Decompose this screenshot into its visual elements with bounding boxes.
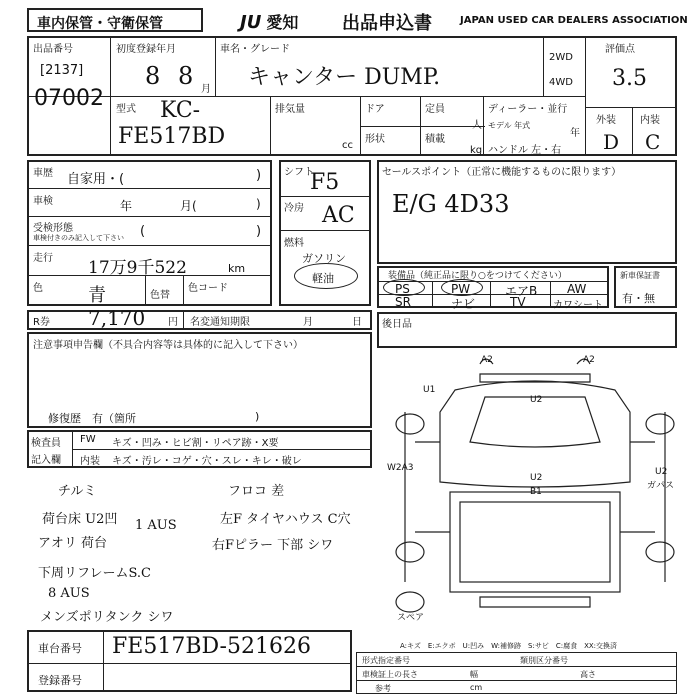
side-lines [405, 412, 668, 582]
interior-value: C [645, 130, 661, 154]
mirrors [480, 359, 590, 364]
drive-4wd: 4WD [549, 77, 573, 88]
wheel-fl [396, 414, 424, 434]
recycle-label: R券 [33, 317, 50, 328]
fuel-gasoline: ガソリン [302, 252, 346, 265]
spare-wheel [396, 592, 424, 612]
later-label: 後日品 [382, 319, 412, 330]
inspection-year: 年 [120, 199, 133, 213]
color-code-label: 色コード [188, 283, 228, 294]
recycle-unit: 円 [168, 317, 178, 328]
year-unit: 年 [570, 128, 580, 139]
mileage-value: 17万9千522 [88, 258, 187, 278]
note-line: チルミ [58, 484, 97, 499]
equip-ps: PS [395, 282, 410, 296]
model-value-1: KC- [160, 98, 201, 123]
chassis-value: FE517BD-521626 [112, 634, 311, 659]
mark-spare: スペア [397, 613, 425, 623]
equip-navi: ナビ [451, 297, 476, 311]
chassis-label: 車台番号 [38, 642, 82, 655]
bed-floor [460, 502, 610, 582]
category-number-label: 類別区分番号 [520, 656, 568, 665]
grade-value: 3.5 [612, 66, 647, 91]
color-change-label: 色替 [150, 290, 170, 301]
sales-point-value: E/G 4D33 [392, 190, 510, 218]
car-name-label: 車名・グレード [220, 44, 290, 55]
width-label: 幅 [470, 670, 478, 679]
model-label: 型式 [116, 104, 136, 115]
rear-bumper [480, 597, 590, 607]
note-line: 下周リフレームS.C [38, 566, 152, 581]
mark-a2-left: A2 [481, 355, 493, 365]
checker-label-1: 検査員 [31, 438, 61, 449]
displacement-unit: cc [342, 140, 353, 151]
mileage-unit: km [228, 262, 246, 275]
history-close: ) [256, 168, 262, 183]
color-label: 色 [33, 283, 43, 294]
equip-tv: TV [510, 295, 526, 309]
color-value: 青 [88, 285, 106, 306]
mark-gabasu: ガパス [647, 481, 675, 491]
sales-point-label: セールスポイント（正常に機能するものに限ります） [382, 167, 622, 178]
checker-interior-label: 内装 [80, 456, 100, 467]
payload-unit: kg [470, 145, 483, 156]
mark-b1: B1 [530, 487, 542, 497]
recycle-value: 7,170 [88, 306, 146, 330]
checker-label-2: 記入欄 [31, 455, 61, 466]
mark-u2-top: U2 [530, 395, 543, 405]
history-value: 自家用・( [67, 172, 125, 187]
repair-history: 修復歴 有（箇所 [48, 412, 136, 425]
inspection-month: 月( [180, 199, 197, 213]
equip-sr: SR [395, 295, 411, 309]
ref-label: 参考 [375, 684, 391, 693]
acceptance-paren: ( [140, 224, 146, 239]
length-label: 車検証上の長さ [362, 670, 418, 679]
org-name: 愛知 [266, 13, 299, 32]
checker-fw-items: キズ・凹み・ヒビ割・リペア跡・X要 [112, 438, 279, 449]
capacity-label: 定員 [425, 104, 445, 115]
registration-number-label: 登録番号 [38, 674, 82, 687]
repair-close: ) [255, 410, 260, 423]
notes-label: 注意事項申告欄（不具合内容等は具体的に記入して下さい） [33, 340, 303, 351]
car-name-value: キャンター DUMP. [248, 65, 441, 90]
displacement-label: 排気量 [275, 104, 305, 115]
note-line: アオリ 荷台 [38, 536, 108, 551]
pw-circle [441, 279, 483, 296]
equip-airbag: エアB [505, 284, 538, 298]
car-diagram [385, 352, 685, 652]
checker-fw-label: FW [80, 434, 96, 445]
registration-year: 8 [145, 62, 161, 90]
payload-label: 積載 [425, 134, 445, 145]
equipment-label: 装備品（純正品に限り○をつけてください） [388, 271, 567, 281]
lot-label: 出品番号 [33, 44, 73, 55]
ju-logo [240, 10, 298, 33]
truck-bed [450, 492, 620, 592]
diesel-circle [294, 263, 358, 289]
shift-label: シフト [284, 167, 314, 178]
checker-interior-items: キズ・汚レ・コゲ・穴・スレ・キレ・破レ [112, 456, 302, 467]
mark-u2-bed: U2 [530, 473, 543, 483]
acceptance-note: 車検付きのみ記入して下さい [33, 234, 124, 242]
model-year-label: モデル 年式 [488, 121, 531, 130]
grade-label: 評価点 [605, 44, 635, 55]
inspection-close: ) [256, 197, 261, 211]
mark-a2-right: A2 [583, 355, 595, 365]
height-label: 高さ [580, 670, 596, 679]
fuel-label: 燃料 [284, 238, 304, 249]
deadline-month: 月 [303, 317, 313, 328]
note-line: フロコ 差 [228, 484, 285, 499]
drive-2wd: 2WD [549, 52, 573, 63]
association-name: JAPAN USED CAR DEALERS ASSOCIATION [460, 15, 688, 26]
warranty-label: 新車保証書 [620, 271, 660, 280]
cooler-label: 冷房 [284, 203, 304, 214]
diagram-legend: A:キズ E:エクボ U:凹み W:補修跡 S:サビ C:腐食 XX:交換済 [400, 642, 618, 650]
ju-logo-mark: JU [240, 12, 262, 33]
note-line: 8 AUS [48, 586, 90, 601]
lot-code: [2137] [40, 63, 84, 78]
registration-month: 8 [178, 62, 194, 90]
wheel-rr [646, 542, 674, 562]
mark-w2a3: W2A3 [387, 463, 414, 473]
exterior-label: 外装 [596, 115, 616, 126]
mark-u2-right: U2 [655, 467, 668, 477]
note-line: 左F タイヤハウス C穴 [220, 512, 351, 527]
deadline-day: 日 [352, 317, 362, 328]
shift-value: F5 [310, 170, 340, 195]
exterior-value: D [603, 130, 620, 154]
later-block [377, 312, 677, 348]
registration-month-unit: 月 [201, 84, 211, 95]
storage-badge-text: 車内保管・守衛保管 [37, 16, 163, 32]
equip-aw: AW [567, 282, 587, 296]
acceptance-label: 受検形態 [33, 223, 73, 234]
first-registration-label: 初度登録年月 [116, 44, 176, 55]
lot-number: 07002 [34, 86, 104, 111]
handle-label: ハンドル 左・右 [488, 145, 562, 156]
form-title: 出品申込書 [342, 13, 432, 34]
note-line: 1 AUS [135, 518, 177, 533]
history-label: 車歴 [33, 168, 53, 179]
type-number-label: 形式指定番号 [362, 656, 410, 665]
mileage-label: 走行 [33, 253, 53, 264]
cooler-value: AC [322, 203, 355, 228]
note-line: メンズポリタンク シワ [40, 610, 174, 625]
mark-u1: U1 [423, 385, 436, 395]
wheel-rl [396, 542, 424, 562]
note-line: 右Fピラー 下部 シワ [212, 538, 334, 553]
wheel-fr [646, 414, 674, 434]
cm-unit: cm [470, 683, 483, 692]
ps-circle [383, 279, 425, 296]
warranty-options: 有・無 [622, 292, 655, 305]
capacity-unit: 人 [472, 120, 482, 131]
storage-badge [27, 8, 203, 32]
interior-label: 内装 [640, 115, 660, 126]
shape-label: 形状 [365, 134, 385, 145]
deadline-label: 名変通知期限 [190, 317, 250, 328]
model-value-2: FE517BD [118, 124, 226, 149]
doors-label: ドア [365, 104, 385, 115]
inspection-label: 車検 [33, 196, 53, 207]
dealer-label: ディーラー・並行 [488, 104, 568, 115]
equip-pw: PW [451, 282, 471, 296]
acceptance-close: ) [256, 224, 262, 239]
equip-leather: カワシート [553, 300, 603, 311]
fuel-diesel: 軽油 [312, 272, 334, 285]
note-line: 荷台床 U2凹 [42, 512, 118, 527]
